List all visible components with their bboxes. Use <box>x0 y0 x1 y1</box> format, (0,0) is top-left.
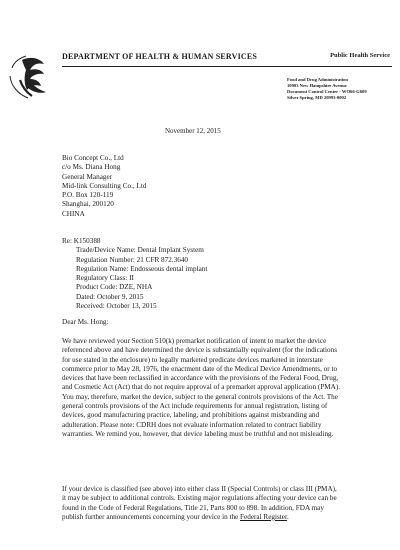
paragraph-line: devices that have been reclassified in accordance with the provisions of the Federal Food, Drug, <box>62 374 339 383</box>
letterhead-rule <box>62 52 392 67</box>
paragraph-line: it may be subject to additional controls. Existing major regulations affecting your device can be <box>62 494 337 503</box>
paragraph-line: warranties. We remind you, however, that device labeling must be truthful and not misleading. <box>62 429 334 438</box>
paragraph-text: publish further announcements concerning your device in the <box>62 512 241 521</box>
paragraph-line: for use stated in the enclosure) to legally marketed predicate devices marketed in interstate <box>62 355 323 364</box>
paragraph-line: adulteration. Please note: CDRH does not evaluate information related to contract liability <box>62 420 322 429</box>
recipient-line: General Manager <box>62 172 113 181</box>
reference-line: Trade/Device Name: Dental Implant System <box>76 246 204 255</box>
agency-name: DEPARTMENT OF HEALTH & HUMAN SERVICES <box>62 52 258 61</box>
recipient-address <box>62 154 146 219</box>
fda-address-line: Document Control Center - WO66-G609 <box>287 89 367 94</box>
fda-address-line: 10903 New Hampshire Avenue <box>287 83 347 88</box>
paragraph-line: referenced above and have determined the device is substantially equivalent (for the indications <box>62 346 338 355</box>
fda-address-line: Silver Spring, MD 20993-0002 <box>287 95 347 100</box>
reference-line: Regulation Name: Endosseous dental implant <box>76 264 208 273</box>
reference-line: Regulation Number: 21 CFR 872.3640 <box>76 255 189 264</box>
paragraph-line: and Cosmetic Act (Act) that do not require approval of a premarket approval application (PMA). <box>62 383 341 392</box>
paragraph-line: found in the Code of Federal Regulations, Title 21, Parts 800 to 898. In addition, FDA may <box>62 503 324 512</box>
recipient-line: Mid-link Consulting Co., Ltd <box>62 181 147 190</box>
recipient-line: P.O. Box 120-119 <box>62 191 114 200</box>
salutation: Dear Ms. Hong: <box>62 318 109 326</box>
paragraph-line: You may, therefore, market the device, subject to the general controls provisions of the Act. The <box>62 392 338 401</box>
paragraph-line: general controls provisions of the Act include requirements for annual registration, listing of <box>62 402 328 411</box>
recipient-line: c/o Ms. Diana Hong <box>62 163 121 172</box>
fda-address-line: Food and Drug Administration <box>287 77 348 82</box>
body-paragraph-2 <box>62 485 392 522</box>
body-paragraph-1 <box>62 337 392 439</box>
reference-line: Received: October 13, 2015 <box>76 302 157 311</box>
paragraph-text: . <box>286 512 289 521</box>
reference-number: Re: K150388 <box>62 237 101 245</box>
recipient-line: Shanghai, 200120 <box>62 200 114 209</box>
recipient-line: Bio Concept Co., Ltd <box>62 154 124 162</box>
reference-line: Dated: October 9, 2015 <box>76 292 144 301</box>
letter-date: November 12, 2015 <box>165 127 221 135</box>
paragraph-line: devices, good manufacturing practice, labeling, and prohibitions against misbranding and <box>62 411 320 420</box>
fda-address-block <box>287 77 367 101</box>
federal-register-reference: Federal Register <box>240 512 287 521</box>
hhs-eagle-seal-icon <box>6 46 52 102</box>
reference-line: Regulatory Class: II <box>76 274 134 283</box>
paragraph-line: If your device is classified (see above) into either class II (Special Controls) or class III (PMA), <box>62 485 337 493</box>
service-name: Public Health Service <box>330 52 390 59</box>
recipient-line: CHINA <box>62 209 85 218</box>
paragraph-line: commerce prior to May 28, 1976, the enactment date of the Medical Device Amendments, or to <box>62 364 338 373</box>
paragraph-line: We have reviewed your Section 510(k) premarket notification of intent to market the device <box>62 337 327 345</box>
paragraph-line <box>62 513 392 522</box>
reference-line: Product Code: DZE, NHA <box>76 283 153 292</box>
reference-block <box>62 237 207 311</box>
